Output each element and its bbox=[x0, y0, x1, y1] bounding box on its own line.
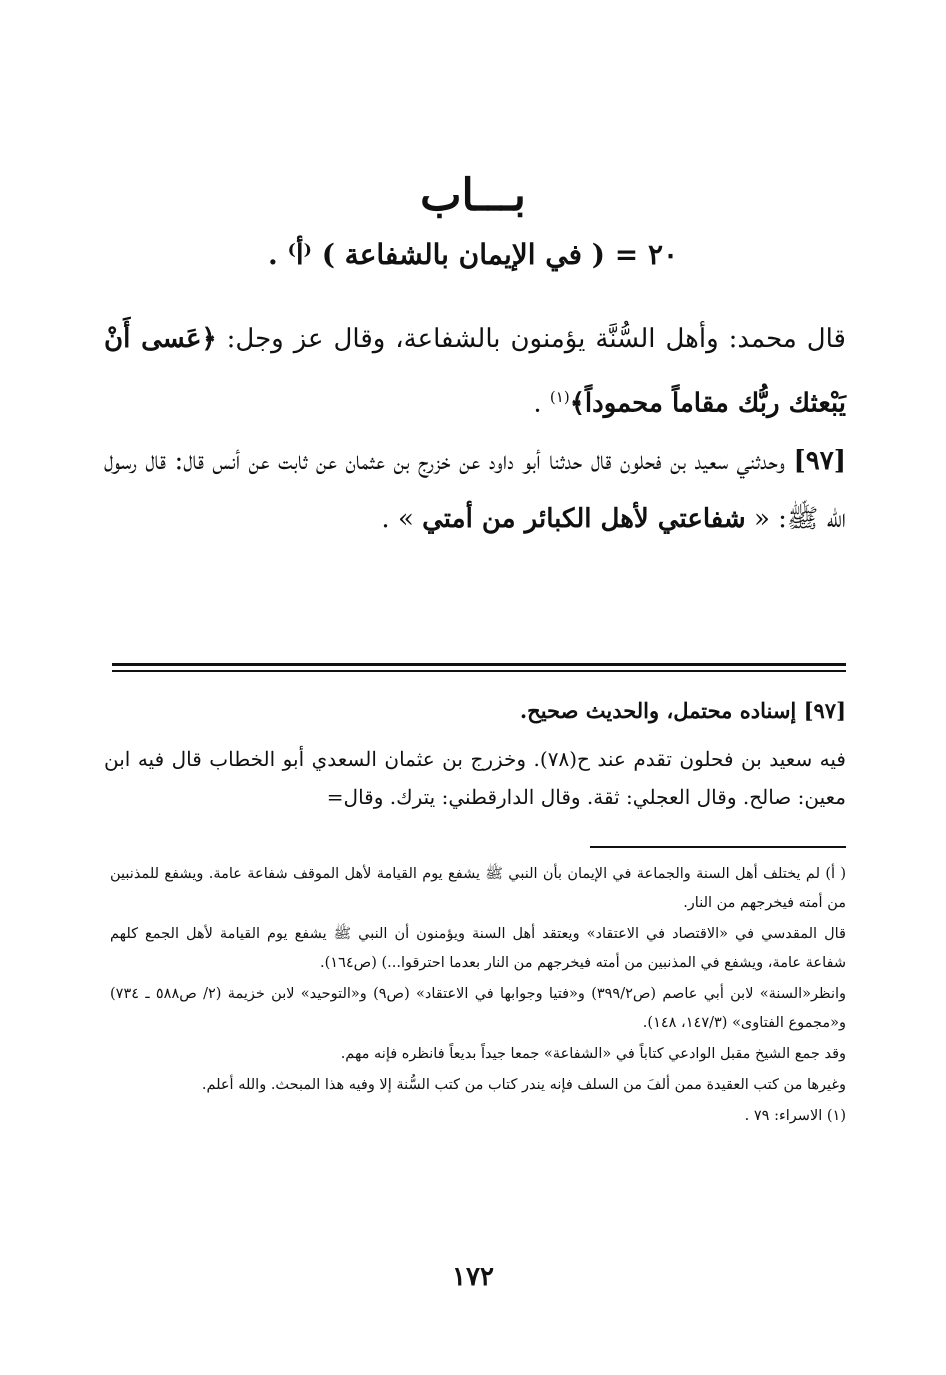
footnote-rule bbox=[590, 846, 846, 848]
chapter-title: ٢٠ = ( في الإيمان بالشفاعة ) ⁽أ⁾ . bbox=[267, 238, 679, 271]
takhrij-body: فيه سعيد بن فحلون تقدم عند ح(٧٨). وخزرج بن عثمان السعدي أبو الخطاب قال فيه ابن معين: صالح. وقال العجلي: ثقة. وقال الدارقطني: يترك. وقال= bbox=[104, 747, 846, 809]
quran-verse: ﴿عَسى أَنْ يَبْعثك ربُّك مقاماً محموداً﴾ bbox=[104, 324, 846, 419]
intro-end: . bbox=[533, 388, 550, 419]
separator-rule bbox=[112, 663, 846, 666]
footnote: ( أ) لم يختلف أهل السنة والجماعة في الإيمان بأن النبي ﷺ يشفع يوم القيامة لأهل الموقف شفاعة عامة. ويشفع للمذنبين من أمته فيخرجهم من النار. bbox=[110, 866, 846, 911]
footnote: وغيرها من كتب العقيدة ممن ألفَ من السلف فإنه يندر كتاب من كتب السُّنة إلا وفيه هذا المبحث. والله أعلم. bbox=[201, 1077, 846, 1093]
separator-rule-lower bbox=[112, 670, 846, 672]
footnote: قال المقدسي في «الاقتصاد في الاعتقاد» ويعتقد أهل السنة ويؤمنون أن النبي ﷺ يشفع يوم القيامة لأهل الجمع كلهم شفاعة عامة، ويشفع في المذنبين من أمته فيخرجهم من النار بعدما احترقوا...) (ص١٦٤). bbox=[110, 926, 846, 971]
takhrij-heading: [٩٧] إسناده محتمل، والحديث صحيح. bbox=[519, 698, 846, 723]
footnote: (١) الاسراء: ٧٩ . bbox=[744, 1108, 846, 1124]
page-number: ١٧٢ bbox=[452, 1262, 494, 1292]
footnotes bbox=[110, 860, 846, 1133]
hadith-chain: وحدثني سعيد بن فحلون قال حدثنا أبو داود عن خزرج بن عثمان عن ثابت عن أنس قال: قال رسول الله ﷺ: « bbox=[104, 446, 846, 534]
intro-text: قال محمد: وأهل السُّنَّة يؤمنون بالشفاعة، وقال عز وجل: bbox=[216, 324, 846, 354]
hadith-text: شفاعتي لأهل الكبائر من أمتي bbox=[422, 504, 746, 534]
hadith-end: » . bbox=[381, 504, 423, 534]
footnote-marker: (١) bbox=[549, 388, 570, 406]
footnote: وقد جمع الشيخ مقبل الوادعي كتاباً في «الشفاعة» جمعا جيداً بديعاً فانظره فإنه مهم. bbox=[340, 1046, 846, 1062]
footnote: وانظر«السنة» لابن أبي عاصم (ص٣٩٩/٢) و«فتيا وجوابها في الاعتقاد» (ص٩) و«التوحيد» لابن خزيمة (٢/ ص٥٨٨ ـ ٧٣٤) و«مجموع الفتاوى» (١٤٧/٣، ١٤٨). bbox=[110, 986, 847, 1031]
hadith-number: [٩٧] bbox=[793, 446, 846, 476]
intro-paragraph bbox=[104, 310, 846, 433]
chapter-heading: بـــاب bbox=[420, 170, 526, 221]
hadith-paragraph bbox=[104, 432, 846, 548]
